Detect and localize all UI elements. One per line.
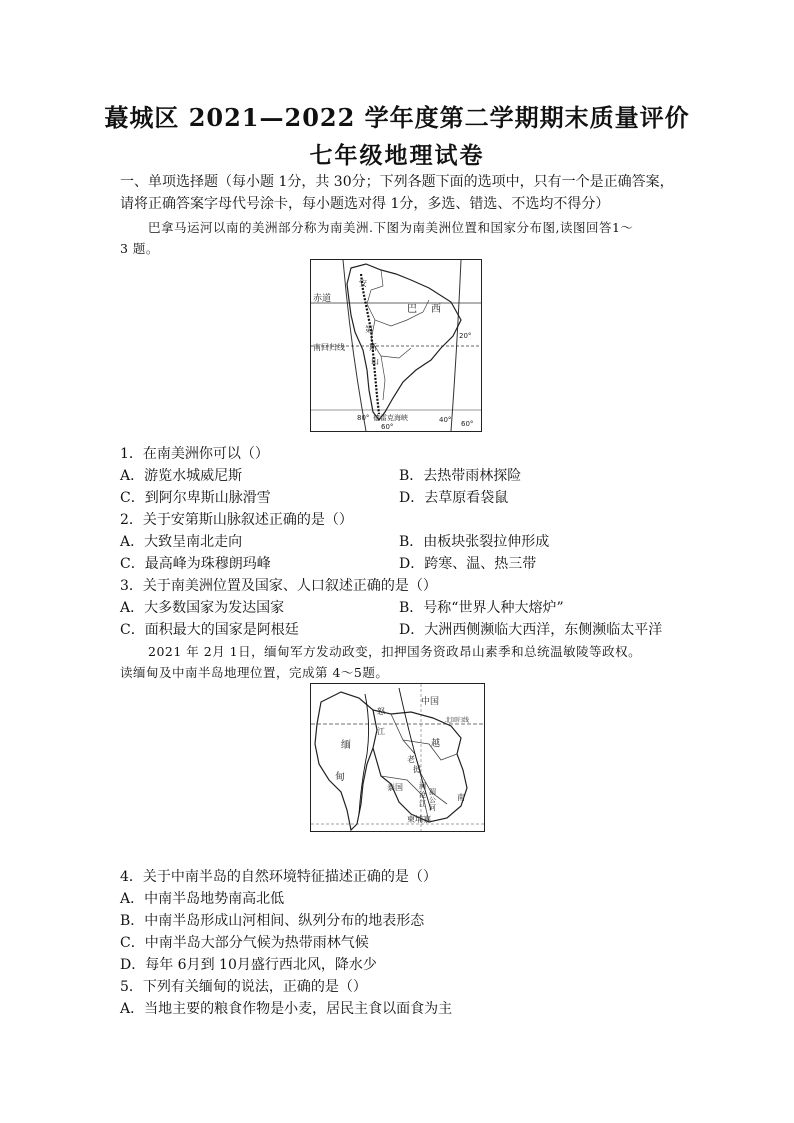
south-america-map xyxy=(310,259,482,432)
q1-option-a: A．游览水城威尼斯 xyxy=(120,468,243,484)
page-subtitle: 七年级地理试卷 xyxy=(309,142,485,169)
q5-option-a: A．当地主要的粮食作物是小麦，居民主食以面食为主 xyxy=(120,1001,453,1017)
label-mekong-2: 公 xyxy=(429,796,436,804)
label-tropic-capricorn: 南回归线 xyxy=(313,343,345,352)
section-heading-cont: 请将正确答案字母代号涂卡，每小题选对得 1分，多选、错选、不选均不得分） xyxy=(120,196,610,212)
question-4-stem: 4．关于中南半岛的自然环境特征描述正确的是（） xyxy=(120,869,437,885)
q2-option-b: B．由板块张裂拉伸形成 xyxy=(399,534,550,550)
indochina-map xyxy=(310,683,485,832)
q2-option-d: D．跨寒、温、热三带 xyxy=(399,556,537,572)
label-lon-40: 40° xyxy=(439,416,452,424)
label-mekong-1: 湄 xyxy=(429,788,436,796)
label-lancang-1: 澜 xyxy=(419,782,426,790)
q3-option-c: C．面积最大的国家是阿根廷 xyxy=(120,622,299,638)
q4-option-d: D．每年 6月到 10月盛行西北风，降水少 xyxy=(120,957,377,973)
label-nu-river-1: 怒 xyxy=(377,707,385,716)
indochina-map-figure xyxy=(311,684,484,831)
label-tropic-cancer: 北回归线 xyxy=(445,717,470,724)
label-china: 中国 xyxy=(421,697,440,707)
label-andes-2: 第 xyxy=(365,325,373,334)
label-lancang-2: 沧 xyxy=(419,791,426,799)
label-lon-60a: 60° xyxy=(381,423,394,431)
intro-text-2-cont: 读缅甸及中南半岛地理位置，完成第 4～5题。 xyxy=(120,665,389,680)
intro-text-2: 2021 年 2月 1日，缅甸军方发动政变，扣押国务资政昂山素季和总统温敏陵等政权。 xyxy=(148,644,642,659)
label-drake-passage: 德雷克海峡 xyxy=(373,414,408,422)
q4-option-b: B．中南半岛形成山河相间、纵列分布的地表形态 xyxy=(120,913,425,929)
label-lon-60b: 60° xyxy=(461,420,474,428)
label-brazil-1: 巴 xyxy=(407,304,417,315)
label-vietnam: 越 xyxy=(431,739,441,749)
label-cambodia: 柬埔寨 xyxy=(407,815,431,824)
label-andes-3: 斯 xyxy=(369,343,377,352)
q3-option-d: D．大洲西侧濒临大西洋，东侧濒临太平洋 xyxy=(399,622,663,638)
q2-option-c: C．最高峰为珠穆朗玛峰 xyxy=(120,556,271,572)
question-5-stem: 5．下列有关缅甸的说法，正确的是（） xyxy=(120,979,367,995)
q4-option-c: C．中南半岛大部分气候为热带雨林气候 xyxy=(120,935,369,951)
q3-option-b: B．号称“世界人种大熔炉” xyxy=(399,600,564,616)
section-heading: 一、单项选择题（每小题 1分，共 30分；下列各题下面的选项中，只有一个是正确答案， xyxy=(120,174,674,190)
q4-option-a: A．中南半岛地势南高北低 xyxy=(120,891,285,907)
label-myanmar-2: 甸 xyxy=(335,772,345,783)
label-vietnam-2: 南 xyxy=(457,793,465,802)
south-america-map-figure xyxy=(311,260,481,431)
label-brazil-2: 西 xyxy=(431,304,441,315)
q3-option-a: A．大多数国家为发达国家 xyxy=(120,600,285,616)
label-andes-4: 山 xyxy=(371,357,379,366)
question-1-stem: 1．在南美洲你可以（） xyxy=(120,446,269,462)
q2-option-a: A．大致呈南北走向 xyxy=(120,534,243,550)
q1-option-d: D．去草原看袋鼠 xyxy=(399,490,509,506)
label-equator: 赤道 xyxy=(313,294,332,304)
label-laos-1: 老 xyxy=(407,755,415,764)
label-thailand: 泰国 xyxy=(387,783,403,792)
label-laos-2: 挝 xyxy=(413,765,421,774)
intro-text-cont: 3 题。 xyxy=(120,241,159,256)
label-lon-80: 80° xyxy=(357,414,370,422)
q1-option-b: B．去热带雨林探险 xyxy=(399,468,522,484)
label-nu-river-2: 江 xyxy=(377,727,385,736)
question-2-stem: 2．关于安第斯山脉叙述正确的是（） xyxy=(120,512,353,528)
question-3-stem: 3．关于南美洲位置及国家、人口叙述正确的是（） xyxy=(120,578,437,594)
label-lancang-3: 江 xyxy=(419,800,426,808)
label-mekong-3: 河 xyxy=(429,804,436,812)
label-myanmar-1: 缅 xyxy=(341,740,351,751)
label-andes-1: 安 xyxy=(359,279,367,288)
page-title: 蕞城区 2021—2022 学年度第二学期期末质量评价 xyxy=(104,103,690,132)
intro-text: 巴拿马运河以南的美洲部分称为南美洲.下图为南美洲位置和国家分布图,读图回答1～ xyxy=(148,220,634,235)
q1-option-c: C．到阿尔卑斯山脉滑雪 xyxy=(120,490,271,506)
label-lat-20: 20° xyxy=(459,332,472,340)
